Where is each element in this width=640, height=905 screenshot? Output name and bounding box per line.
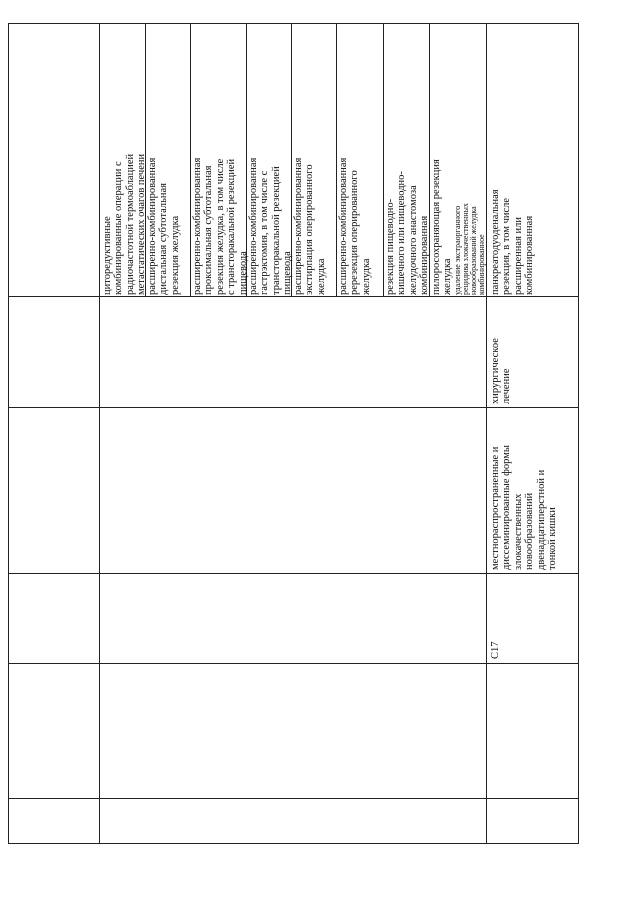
proc-sep-6	[383, 23, 384, 297]
table-col-rule-2	[8, 663, 579, 664]
table-border-top	[8, 23, 9, 844]
table-col-rule-4	[8, 407, 579, 408]
table-rule-row2-bottom	[486, 23, 487, 844]
table-col-rule-1	[8, 798, 579, 799]
table-col-rule-5	[8, 296, 579, 297]
procedure-5: расширенно-комбинированная экстирпация оперированного желудка	[293, 157, 327, 295]
rotated-table-page	[8, 23, 579, 844]
row2-treatment: хирургическое лечение	[490, 338, 513, 404]
procedure-1: циторедуктивные комбинированные операции с радиочастотной термоаблацией метастатических очагов печени	[102, 153, 148, 295]
row2-procedure: панкреатодуоденальная резекция, в том числе расширенная или комбинированная	[490, 189, 536, 295]
procedure-9: удаление экстраорганного рецидива злокачественных новообразований желудка комбинированное	[453, 203, 486, 295]
table-col-rule-3	[8, 573, 579, 574]
procedure-8: пилоросохраняющая резекция желудка	[431, 159, 454, 295]
procedure-7: резекция пищеводно- кишечного или пищеводно- желудочного анастомоза комбинированная	[385, 171, 431, 295]
table-rule-row1-bottom	[99, 23, 100, 844]
proc-sep-5	[336, 23, 337, 297]
procedure-2: расширенно-комбинированная дистальная субтотальная резекция желудка	[147, 157, 181, 295]
table-border-bottom	[578, 23, 579, 844]
procedure-6: расширенно-комбинированная ререзекция оперированного желудка	[338, 157, 372, 295]
procedure-3: расширенно-комбинированная проксимальная субтотальная резекция желудка, в том числе с трансторакальной резекцией пищевода	[192, 157, 249, 295]
row2-code: C17	[490, 641, 501, 659]
proc-sep-2	[190, 23, 191, 297]
table-border-left	[8, 843, 579, 844]
procedure-4: расширенно-комбинированная гастрэктомия, в том числе с трансторакальной резекцией пищевода	[248, 157, 294, 295]
row2-diagnosis: местнораспространенные и диссеминированные формы злокачественных новообразований двенадцатиперстной и тонкой кишки	[490, 445, 559, 570]
